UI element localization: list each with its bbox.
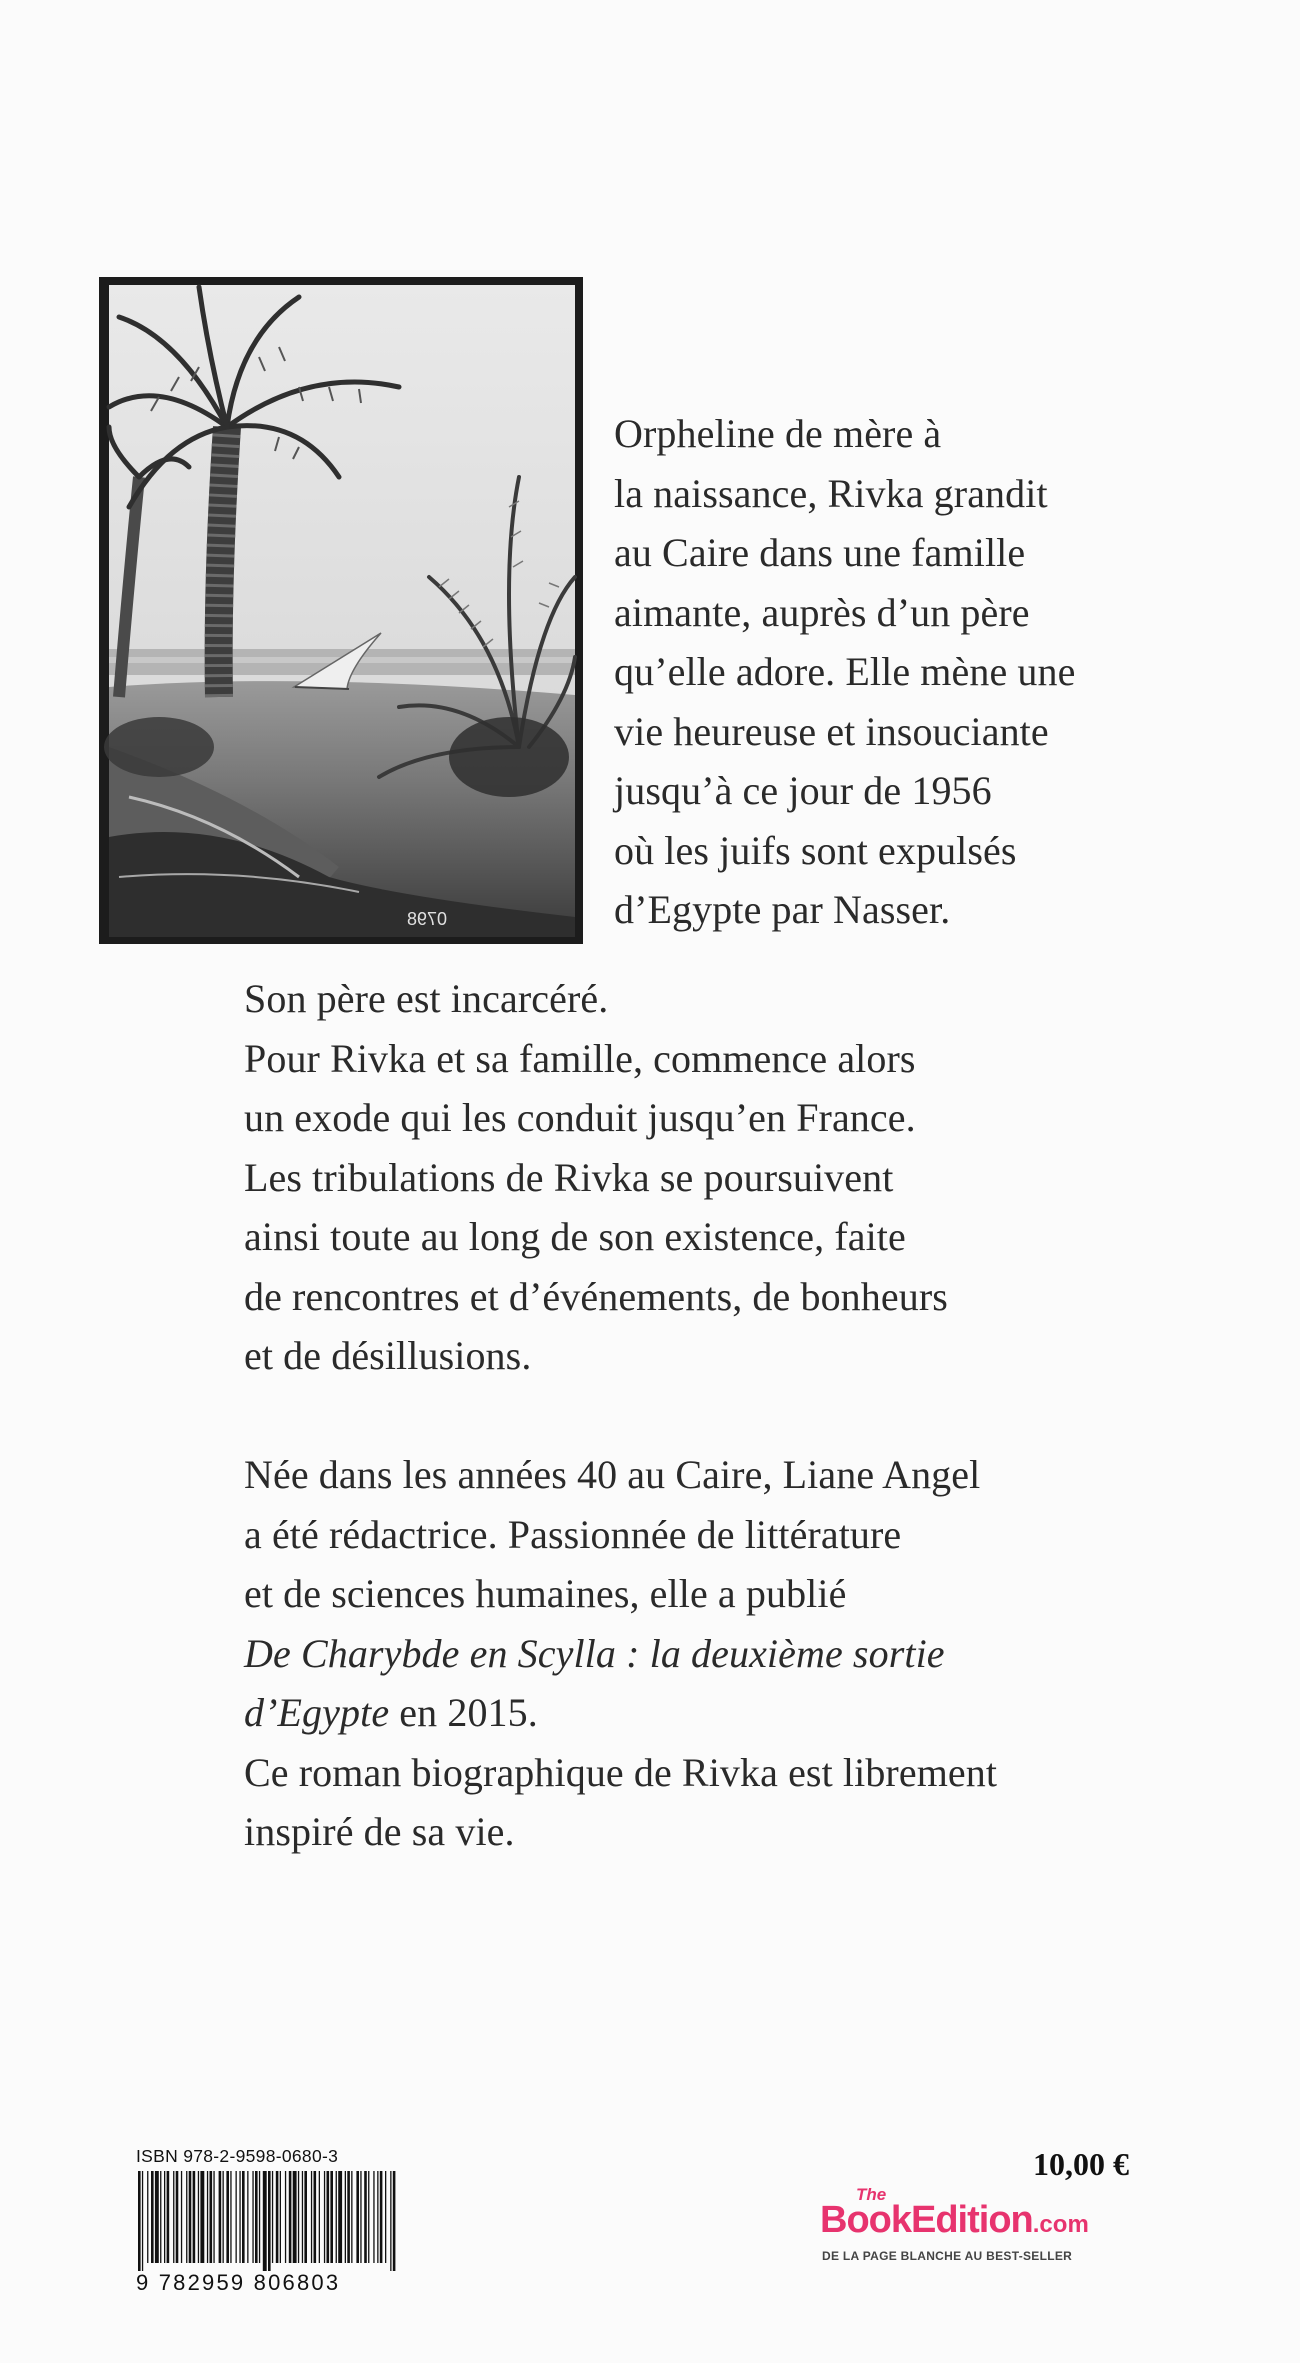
barcode-bar [351,2171,352,2263]
barcode-bar [327,2171,330,2263]
barcode-bar [213,2171,214,2263]
photo-negative-number: 0798 [406,909,447,929]
bio-line: inspiré de sa vie. [244,1809,515,1854]
summary-line: Pour Rivka et sa famille, commence alors [244,1035,916,1081]
logo-dotcom: .com [1032,2211,1089,2238]
barcode-bar [230,2171,231,2263]
barcode-bar [200,2171,204,2263]
summary-line: d’Egypte par Nasser. [614,887,951,932]
barcode-bar [298,2171,299,2263]
bio-line [244,1683,997,1743]
barcode-bar [319,2171,320,2263]
ean-digits: 9 782959 806803 [136,2270,341,2295]
summary-line: qu’elle adore. Elle mène une [614,649,1076,694]
bio-line: Ce roman biographique de Rivka est librement [244,1749,998,1795]
barcode-bar [393,2171,396,2271]
barcode-bar [219,2171,222,2263]
summary-line: Les tribulations de Rivka se poursuivent [244,1154,894,1200]
summary-line: la naissance, Rivka grandit [614,470,1048,516]
barcode-bar [280,2171,281,2263]
barcode-bar [239,2171,240,2263]
barcode-bar [236,2171,237,2263]
summary-line: Son père est incarcéré. [244,976,609,1021]
summary-continuation [244,969,948,1386]
publisher-logo [808,2185,1178,2270]
palm-landscape-illustration [99,277,583,944]
barcode-bar [289,2171,292,2263]
barcode-bar [311,2171,312,2263]
barcode-bar [193,2171,196,2263]
barcode-bar [368,2171,369,2263]
barcode-bar [155,2171,159,2263]
barcode-bar [167,2171,170,2263]
summary-line: Orpheline de mère à [614,411,942,456]
barcode-bar [385,2171,386,2263]
summary-line: de rencontres et d’événements, de bonheurs [244,1273,948,1319]
summary-line: jusqu’à ce jour de 1956 [614,768,992,813]
bio-book-title: De Charybde en Scylla : la deuxième sortie [244,1630,945,1676]
bio-line: et de sciences humaines, elle a publié [244,1571,847,1616]
summary-line: ainsi toute au long de son existence, faite [244,1214,906,1259]
bio-line: Née dans les années 40 au Caire, Liane Angel [244,1452,981,1497]
barcode-bar [272,2171,273,2263]
barcode-bar [176,2171,179,2263]
barcode-bar [252,2171,253,2263]
barcode-bar [345,2171,346,2263]
logo-the: The [856,2185,887,2204]
barcode-bar [302,2171,303,2263]
barcode-bar [330,2171,333,2263]
barcode-bar [181,2171,182,2263]
summary-line: aimante, auprès d’un père [614,589,1030,635]
barcode-bar [390,2171,391,2271]
barcode-bar [247,2171,248,2263]
barcode-bar [198,2171,199,2263]
barcode-bar [285,2171,286,2263]
barcode-bar [263,2171,267,2271]
barcode-bar [210,2171,213,2263]
barcode-bar [338,2171,342,2263]
summary-beside-photo [614,404,1075,940]
barcode-bar [293,2171,297,2263]
barcode-bar [356,2171,359,2263]
logo-wordmark [820,2199,1089,2242]
price: 10,00 € [1033,2146,1129,2182]
barcode-bar [226,2171,229,2263]
bio-line: a été rédactrice. Passionnée de littérature [244,1511,902,1557]
barcode-bar [268,2171,271,2271]
logo-book: Book [820,2199,911,2241]
barcode-bar [173,2171,174,2263]
barcode-bars [136,2171,398,2271]
isbn-barcode [136,2146,398,2296]
barcode-bar [360,2171,361,2263]
barcode-bar [347,2171,350,2263]
barcode-bar [380,2171,383,2263]
isbn-label: ISBN 978-2-9598-0680-3 [136,2146,339,2166]
summary-line: et de désillusions. [244,1333,532,1378]
summary-line: vie heureuse et insouciante [614,708,1049,754]
barcode-bar [186,2171,187,2263]
barcode-bar [259,2171,260,2263]
bio-year: en 2015. [389,1690,538,1735]
author-bio [244,1445,997,1862]
barcode-bar [151,2171,154,2263]
summary-line: un exode qui les conduit jusqu’en France. [244,1095,916,1140]
logo-tagline: DE LA PAGE BLANCHE AU BEST-SELLER [822,2249,1073,2263]
barcode-bar [314,2171,317,2263]
barcode-bar [336,2171,337,2263]
barcode-bar [142,2171,143,2271]
barcode-bar [160,2171,161,2263]
summary-line: où les juifs sont expulsés [614,827,1017,873]
barcode-bar [147,2171,148,2263]
barcode-bar [207,2171,208,2263]
barcode-bar [324,2171,325,2263]
barcode-bar [138,2171,141,2271]
barcode-bar [242,2171,245,2263]
barcode-bar [304,2171,307,2263]
barcode-bar [255,2171,258,2263]
barcode-bar [164,2171,165,2263]
barcode-bar [223,2171,224,2263]
bio-book-title-end: d’Egypte [244,1690,390,1735]
barcode-bar [276,2171,279,2263]
barcode-bar [189,2171,192,2263]
barcode-bar [364,2171,367,2263]
cover-photograph [99,277,583,944]
summary-line: au Caire dans une famille [614,530,1026,575]
logo-edition: Edition [911,2199,1033,2241]
barcode-bar [377,2171,378,2263]
barcode-bar [373,2171,374,2263]
